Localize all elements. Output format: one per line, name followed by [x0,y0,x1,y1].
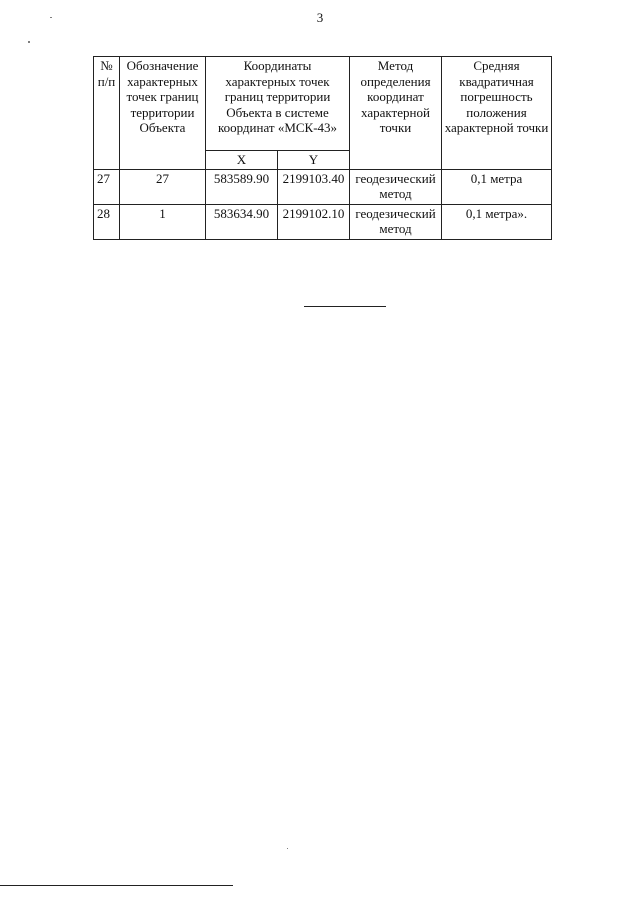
row-designation: 27 [120,169,206,204]
row-y: 2199102.10 [278,204,350,239]
table-row [94,204,552,239]
row-x: 583634.90 [206,204,278,239]
page-number: 3 [316,10,324,25]
scan-speck [28,41,30,43]
scan-speck [50,17,52,18]
header-coordinates: Координаты характерных точек границ территории Объекта в системе координат «МСК-43» [206,57,350,151]
header-error: Средняя квадратичная погрешность положения характерной точки [442,57,552,170]
row-error: 0,1 метра». [442,204,552,239]
header-method: Метод определения координат характерной точки [350,57,442,170]
row-method: геодезический метод [350,204,442,239]
row-num: 27 [94,169,120,204]
row-y: 2199103.40 [278,169,350,204]
table-row [94,169,552,204]
row-num: 28 [94,204,120,239]
row-x: 583589.90 [206,169,278,204]
table-header-row [94,57,552,151]
coordinates-table [93,56,552,240]
scan-speck [287,848,288,849]
end-divider-line [304,306,386,307]
row-method: геодезический метод [350,169,442,204]
footnote-rule [0,885,233,886]
row-designation: 1 [120,204,206,239]
header-designation: Обозначение характерных точек границ территории Объекта [120,57,206,170]
row-error: 0,1 метра [442,169,552,204]
header-y: Y [278,151,350,170]
header-x: X [206,151,278,170]
header-num: № п/п [94,57,120,170]
